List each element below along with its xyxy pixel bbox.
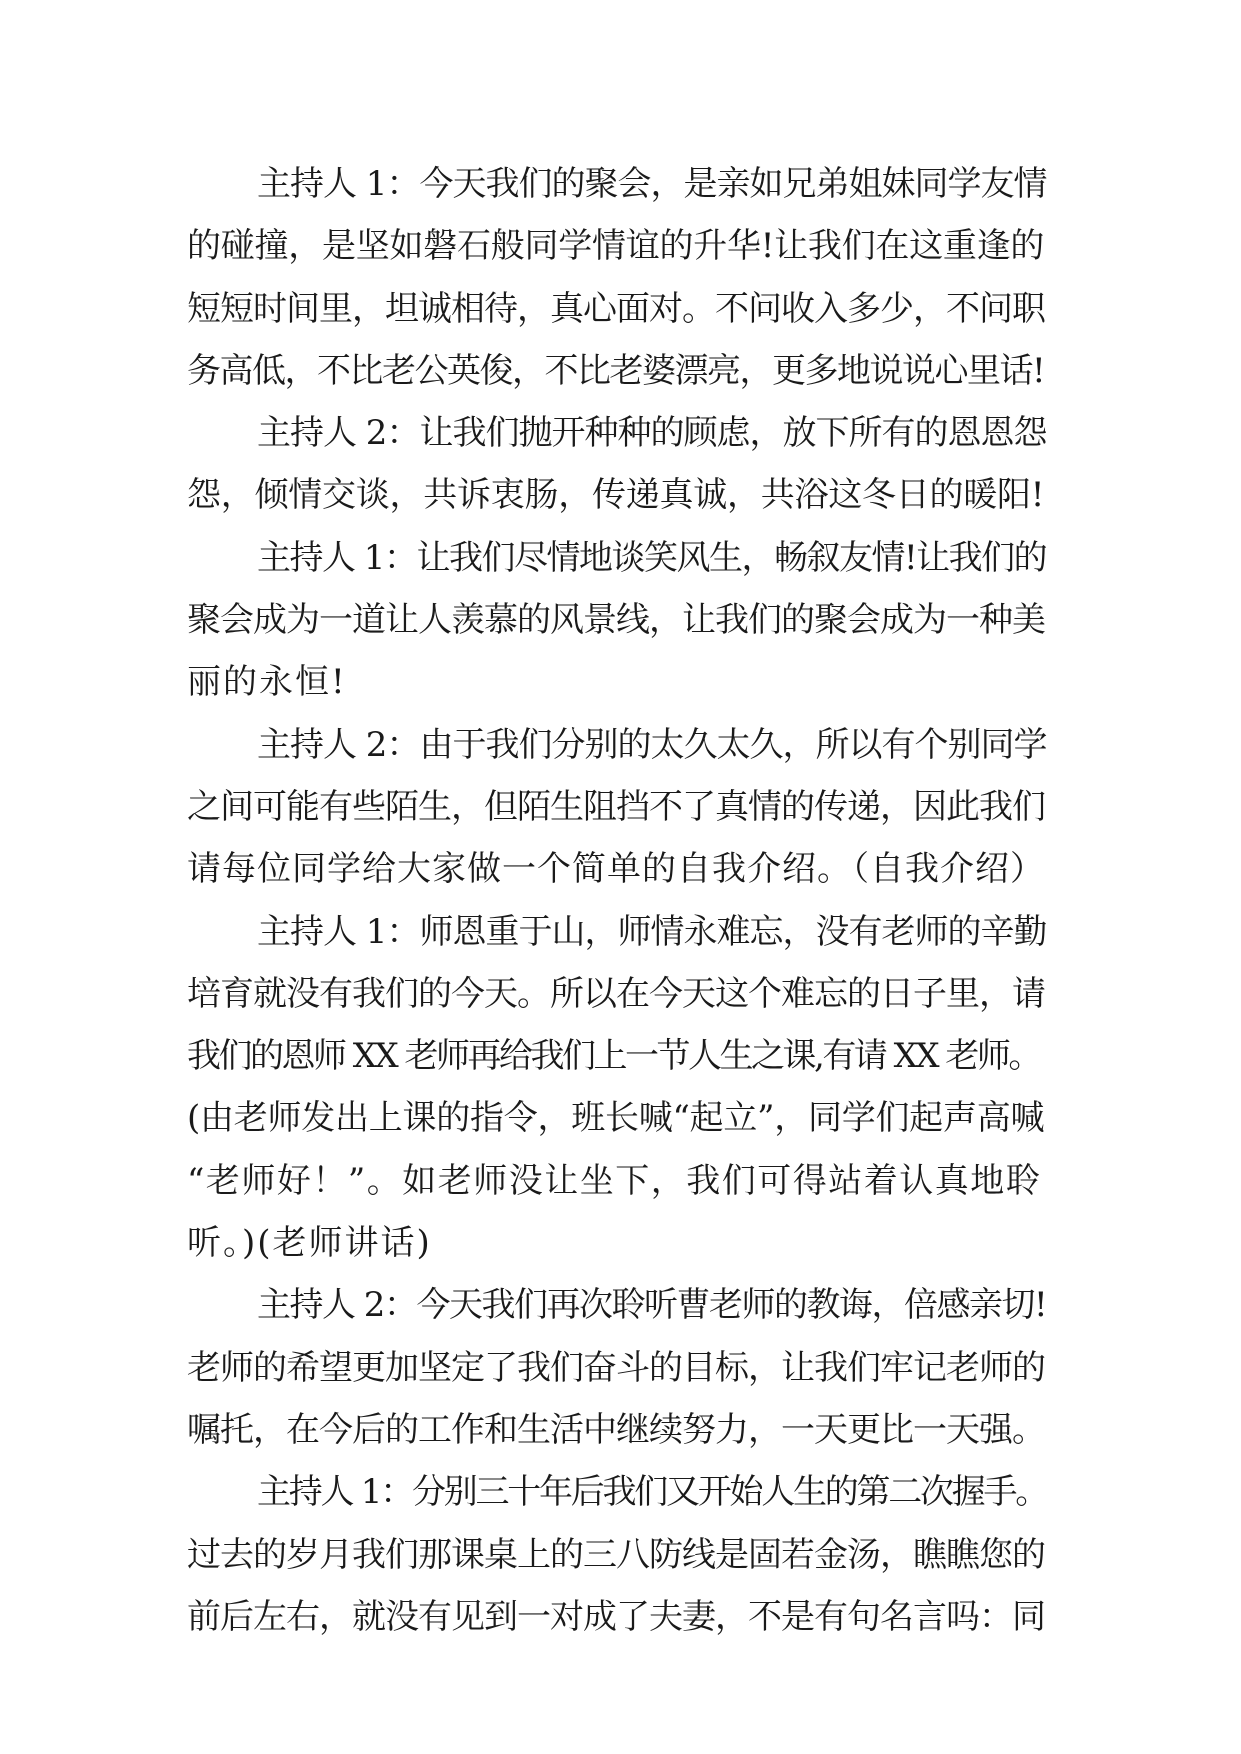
text-line: 主持人 1：师恩重于山，师情永难忘，没有老师的辛勤: [257, 911, 1047, 952]
text-line: 丽的永恒!: [187, 662, 347, 703]
text-line: 之间可能有些陌生，但陌生阻挡不了真情的传递，因此我们: [187, 786, 1045, 827]
text-line: 我们的恩师 XX 老师再给我们上一节人生之课,有请 XX 老师。: [187, 1036, 1040, 1077]
text-line: 聚会成为一道让人羡慕的风景线，让我们的聚会成为一种美: [187, 600, 1045, 641]
text-line: 短短时间里，坦诚相待，真心面对。不问收入多少，不问职: [187, 288, 1045, 329]
text-line: 嘱托，在今后的工作和生活中继续努力，一天更比一天强。: [187, 1409, 1045, 1450]
text-line: 怨，倾情交谈，共诉衷肠，传递真诚，共浴这冬日的暖阳!: [187, 475, 1045, 516]
text-line: 过去的岁月我们那课桌上的三八防线是固若金汤，瞧瞧您的: [187, 1534, 1045, 1575]
text-line: “老师好！”。如老师没让坐下，我们可得站着认真地聆: [187, 1160, 1042, 1201]
text-line: (由老师发出上课的指令，班长喊“起立”，同学们起声高喊: [187, 1098, 1045, 1139]
text-line: 主持人 2：让我们抛开种种的顾虑，放下所有的恩恩怨: [257, 413, 1047, 454]
text-line: 主持人 1：分别三十年后我们又开始人生的第二次握手。: [257, 1472, 1047, 1513]
text-line: 请每位同学给大家做一个简单的自我介绍。（自我介绍）: [187, 849, 1045, 890]
text-line: 主持人 2：今天我们再次聆听曹老师的教诲，倍感亲切!: [257, 1285, 1047, 1326]
text-line: 主持人 1：让我们尽情地谈笑风生，畅叙友情!让我们的: [257, 537, 1047, 578]
text-line: 的碰撞，是坚如磐石般同学情谊的升华!让我们在这重逢的: [187, 226, 1045, 267]
text-line: 老师的希望更加坚定了我们奋斗的目标，让我们牢记老师的: [187, 1347, 1045, 1388]
text-line: 培育就没有我们的今天。所以在今天这个难忘的日子里，请: [187, 973, 1045, 1014]
text-line: 前后左右，就没有见到一对成了夫妻，不是有句名言吗：同: [187, 1596, 1045, 1637]
document-body: [187, 153, 1047, 1648]
text-line: 主持人 2：由于我们分别的太久太久，所以有个别同学: [257, 724, 1047, 765]
text-line: 务高低，不比老公英俊，不比老婆漂亮，更多地说说心里话!: [187, 350, 1045, 391]
text-line: 听。)(老师讲话): [187, 1223, 432, 1264]
text-line: 主持人 1：今天我们的聚会，是亲如兄弟姐妹同学友情: [257, 164, 1047, 204]
